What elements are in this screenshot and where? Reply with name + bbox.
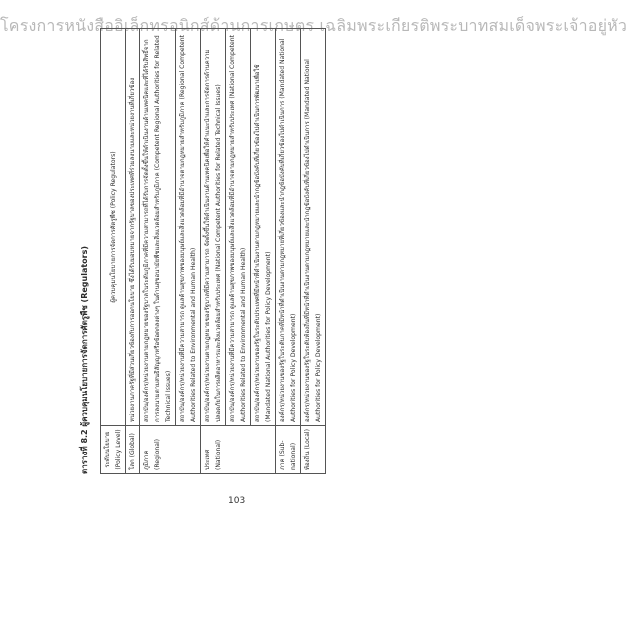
row-level: ท้องถิ่น (Local) bbox=[301, 426, 326, 474]
row-text: สถาบัน/องค์กร/หน่วยงานตามกฎหมายของรัฐบาลในระดับภูมิภาคที่มีความสามารถที่ได้รับการจัดตั้งขึ้นให้ดำเนินงานด้านเทคนิคและที่ได้รับสิทธิ์จากการลงนามตามสนธิสัญญาหรือข้อตกลงต่างๆ ในด้านสุขอนามัยพืชและสิ่งแวดล้อมสำหรับภูมิภาค (Competent Regional Authorities for Related Technical Issues) bbox=[140, 29, 176, 426]
table-header-row bbox=[101, 29, 126, 474]
watermark-text: โครงการหนังสืออิเล็กทรอนิกส์ด้านการเกษตร เฉลิมพระเกียรติพระบาทสมเด็จพระเจ้าอยู่หัว bbox=[0, 16, 627, 35]
row-text: องค์กร/หน่วยงานของรัฐในระดับท้องถิ่นที่มีหน้าที่ดำเนินงานตามกฎหมายและนำกฎข้อบังคับที่เกี่ยวข้องไปดำเนินการ (Mandated National Authorities for Policy Development) bbox=[301, 29, 326, 426]
table-row bbox=[126, 29, 140, 474]
page-number: 103 bbox=[228, 496, 246, 506]
row-text: สถาบัน/องค์กร/หน่วยงานที่มีความสามารถ ดูแลด้านสุขภาพของมนุษย์และสิ่งแวดล้อมที่มีอำนาจตามกฎหมายสำหรับภูมิภาค (Regional Competent Authorities Related to Environmental and Human Health) bbox=[176, 29, 201, 426]
table-row bbox=[176, 29, 201, 474]
row-text: องค์กร/หน่วยงานของรัฐในระดับภาคที่มีหน้าที่ดำเนินงานตามกฎหมายที่เกี่ยวข้องและนำกฎข้อบังคับที่เกี่ยวข้องไปดำเนินการ (Mandated National Authorities for Policy Development) bbox=[276, 29, 301, 426]
row-text: สถาบัน/องค์กร/หน่วยงานของรัฐในระดับประเทศที่มีหน้าที่ดำเนินงานตามกฎหมายและนำกฎข้อบังคับที่เกี่ยวข้องไปดำเนินการพัฒนาเพื่อใช้ (Mandated National Authorities for Policy Development) bbox=[251, 29, 276, 426]
header-policy-level: ระดับนโยบาย (Policy Level) bbox=[101, 426, 126, 474]
table-row bbox=[226, 29, 251, 474]
header-policy-regulators: ผู้ควบคุมนโยบายการจัดการศัตรูพืช (Policy Regulators) bbox=[101, 29, 126, 426]
regulators-table bbox=[100, 28, 326, 474]
table-row bbox=[140, 29, 176, 474]
row-level: ประเทศ (National) bbox=[201, 426, 276, 474]
table-row bbox=[276, 29, 301, 474]
table-row bbox=[251, 29, 276, 474]
row-text: หน่วยงานภาครัฐที่มีส่วนเกี่ยวข้องกับการออกนโยบาย ซึ่งได้รับมอบหมายจากรัฐบาลของประเทศที่ร่วมลงนามและหน่วยงานที่เกี่ยวข้อง bbox=[126, 29, 140, 426]
row-level: ภาค (Sub-national) bbox=[276, 426, 301, 474]
rotated-table-block bbox=[74, 28, 359, 474]
row-level: ภูมิภาค (Regional) bbox=[140, 426, 201, 474]
row-text: สถาบัน/องค์กร/หน่วยงานที่มีความสามารถ ดูแลด้านสุขภาพของมนุษย์และสิ่งแวดล้อมที่มีอำนาจตามกฎหมายสำหรับประเทศ (National Competent Authorities Related to Environmental and Human Health) bbox=[226, 29, 251, 426]
row-level: โลก (Global) bbox=[126, 426, 140, 474]
table-row bbox=[301, 29, 326, 474]
table-caption: ตารางที่ 8.2 ผู้ควบคุมนโยบายการจัดการศัตรูพืช (Regulators) bbox=[80, 245, 89, 474]
row-text: สถาบัน/องค์กร/หน่วยงานตามกฎหมายของรัฐบาลที่มีความสามารถ จัดตั้งขึ้นให้ดำเนินงานด้านเทคนิคเพื่อให้คำแนะนำและการจัดการด้านความปลอดภัยในการผลิตอาหารและสิ่งแวดล้อมสำหรับประเทศ (National Competent Authorities for Related Technical Issues) bbox=[201, 29, 226, 426]
table-row bbox=[201, 29, 226, 474]
